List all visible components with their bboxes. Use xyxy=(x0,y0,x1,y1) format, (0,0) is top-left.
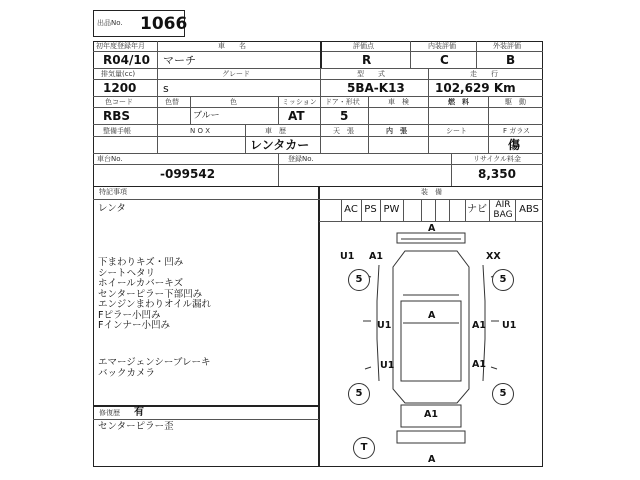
interior-score-label: 内装評価 xyxy=(428,42,456,50)
chassis-number-value: -099542 xyxy=(160,167,216,181)
mark-u1-top-left: U1 xyxy=(340,251,355,262)
windshield-value: 傷 xyxy=(508,138,521,152)
lot-number-value: 1066 xyxy=(140,14,188,34)
notes-list-2 xyxy=(98,358,211,379)
doors-value: 5 xyxy=(340,109,349,123)
equipment-label: 装 備 xyxy=(421,188,442,196)
mark-xx-top-right: XX xyxy=(486,251,501,262)
notes-line: エマージェンシーブレーキ xyxy=(98,357,211,368)
lot-number-box xyxy=(93,10,188,37)
lot-number-label: 出品No. xyxy=(97,19,123,27)
headliner-label: 天 張 xyxy=(333,127,354,135)
mark-u1-left-rear: U1 xyxy=(380,360,395,371)
mission-value: AT xyxy=(288,109,305,123)
notes-line: 下まわりキズ・凹み xyxy=(98,257,184,268)
exterior-score-value: B xyxy=(506,53,516,67)
mileage-value: 102,629 Km xyxy=(435,81,516,95)
chassis-number-label: 車台No. xyxy=(97,155,123,163)
mark-a1-right-rear: A1 xyxy=(472,359,486,370)
reg-date-value: R04/10 xyxy=(103,53,151,67)
exterior-score-label: 外装評価 xyxy=(493,42,521,50)
score-label: 評価点 xyxy=(353,42,374,50)
interior-score-value: C xyxy=(440,53,449,67)
equip-airbag: AIR BAG xyxy=(493,200,513,220)
notes-line: バックカメラ xyxy=(98,367,156,379)
inspection-label: 車 検 xyxy=(388,98,409,106)
mark-t-circle: T xyxy=(353,437,375,459)
grade-label: グレード xyxy=(222,70,250,78)
tire-right-rear: 5 xyxy=(492,383,514,405)
nox-label: N O X xyxy=(190,127,210,135)
model-code-value: 5BA-K13 xyxy=(347,81,405,95)
repair-history-value: 有 xyxy=(134,407,144,418)
equip-navi: ナビ xyxy=(467,204,487,215)
tire-left-front: 5 xyxy=(348,269,370,291)
interior-trim-label: 内 張 xyxy=(386,127,407,135)
notes-line: ホイールカバーキズ xyxy=(98,278,184,289)
notes-line: センターピラー下部凹み xyxy=(98,288,203,300)
seat-label: シート xyxy=(446,127,467,135)
doors-label: ドア・形状 xyxy=(325,98,360,106)
history-value: レンタカー xyxy=(250,138,310,152)
repair-box xyxy=(93,406,319,467)
mileage-label: 走 行 xyxy=(470,70,498,78)
equip-ps: PS xyxy=(364,204,377,215)
reg-date-label: 初年度登録年月 xyxy=(96,42,145,50)
notes-line: Fインナー小凹み xyxy=(98,320,170,331)
notes-label: 特記事項 xyxy=(99,188,127,196)
mark-a1-top-left: A1 xyxy=(369,251,383,262)
drive-label: 駆 動 xyxy=(505,98,526,106)
history-label: 車 歴 xyxy=(265,127,286,135)
repair-detail: センターピラー歪 xyxy=(98,421,174,432)
tire-left-rear: 5 xyxy=(348,383,370,405)
mark-rear-bottom: A xyxy=(428,454,436,465)
displacement-label: 排気量(cc) xyxy=(101,70,136,78)
notes-line: エンジンまわりオイル漏れ xyxy=(98,299,212,310)
notes-list xyxy=(98,258,211,332)
score-value: R xyxy=(362,53,372,67)
equip-ac: AC xyxy=(344,204,358,215)
car-name-label: 車 名 xyxy=(218,42,246,50)
mission-label: ミッション xyxy=(282,98,317,106)
notes-line: シートヘタリ xyxy=(98,267,156,279)
color-value: ブルー xyxy=(193,111,220,121)
model-code-label: 型 式 xyxy=(357,70,385,78)
mark-a1-right-door: A1 xyxy=(472,320,486,331)
mark-hood: A xyxy=(428,310,436,321)
color-code-value: RBS xyxy=(103,109,131,123)
grade-value: s xyxy=(163,82,169,95)
mark-u1-right-outer: U1 xyxy=(502,320,517,331)
registration-number-label: 登録No. xyxy=(288,155,314,163)
equip-abs: ABS xyxy=(519,204,539,215)
color-change-label: 色替 xyxy=(165,98,179,106)
color-code-label: 色コード xyxy=(105,98,133,106)
equipment-row xyxy=(319,199,543,221)
windshield-label: F ガラス xyxy=(503,127,531,135)
mark-front-top: A xyxy=(428,223,436,234)
notes-first-line: レンタ xyxy=(98,203,126,214)
tire-right-front: 5 xyxy=(492,269,514,291)
maintenance-book-label: 整備手帳 xyxy=(103,127,131,135)
displacement-value: 1200 xyxy=(103,81,137,95)
notes-line: Fピラー小凹み xyxy=(98,309,161,321)
color-label: 色 xyxy=(230,98,237,106)
equip-pw: PW xyxy=(383,204,400,215)
mark-u1-left-door: U1 xyxy=(377,320,392,331)
car-name-value: マーチ xyxy=(163,54,196,67)
recycle-fee-value: 8,350 xyxy=(478,167,516,181)
mark-rear-a1: A1 xyxy=(424,409,438,420)
fuel-label: 燃 料 xyxy=(448,98,469,106)
recycle-fee-label: リサイクル料金 xyxy=(473,155,522,163)
repair-history-label: 修復歴 xyxy=(99,409,120,417)
